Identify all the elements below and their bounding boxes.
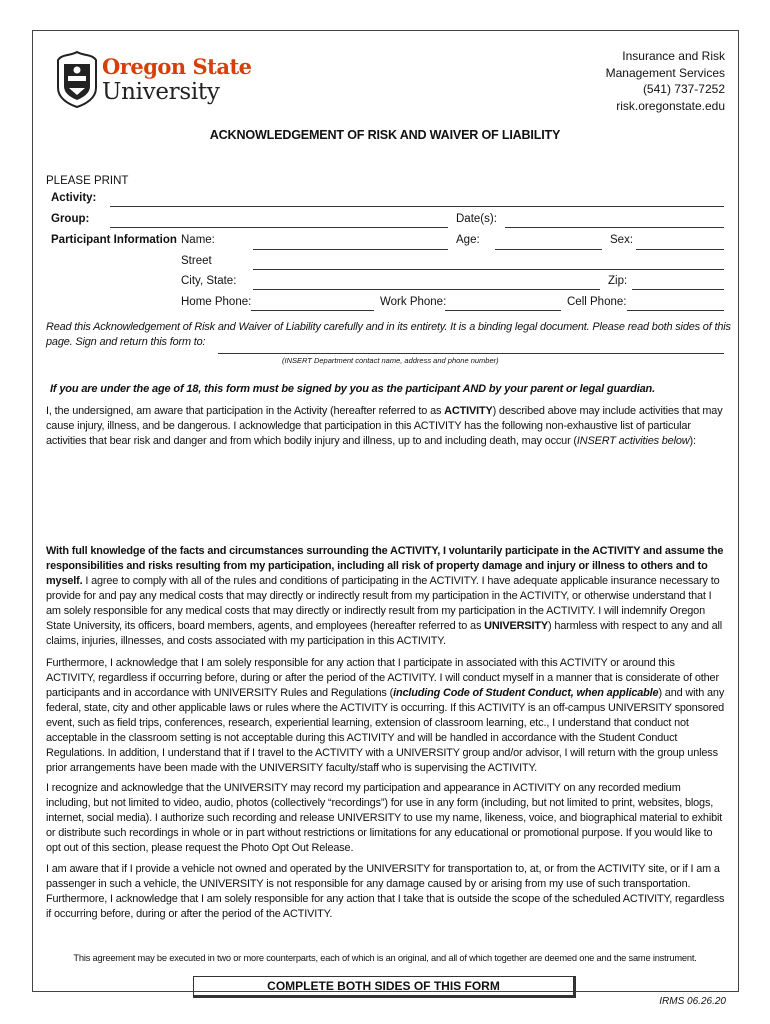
contact-block xyxy=(606,48,725,114)
name-field[interactable] xyxy=(253,249,448,250)
participant-info-label: Participant Information xyxy=(51,234,177,246)
p2-c: ) harmless with respect to any and all claims, injuries, illnesses, and costs associated with my participation in this ACTIVITY. xyxy=(46,620,723,647)
cell-phone-label: Cell Phone: xyxy=(567,296,627,308)
sex-label: Sex: xyxy=(610,234,634,246)
contact-website: risk.oregonstate.edu xyxy=(616,98,725,113)
dates-field[interactable] xyxy=(505,227,724,228)
activity-label: Activity: xyxy=(51,192,97,204)
logo-name-oregon-state: Oregon State xyxy=(102,54,252,79)
paragraph-recordings: I recognize and acknowledge that the UNIVERSITY may record my participation and appearance in ACTIVITY on any recorded medium including, but not limited to video, audio, photos (collectively “recordings”) for use in any form (including, but not limited to print, websites, blogs, internet, social media). I authorize such recording and release UNIVERSITY to use my name, likeness, voice, and biographical material to exhibit or distribute such recordings in whole or in part without restrictions or limitations for any educational or promotional purpose. If you would like to opt out of this section, please request the Photo Opt Out Release. xyxy=(46,782,723,854)
insert-dept-hint: (INSERT Department contact name, address and phone number) xyxy=(282,356,499,365)
cell-phone-field[interactable] xyxy=(627,310,724,311)
zip-field[interactable] xyxy=(632,289,724,290)
osu-logo xyxy=(56,50,252,110)
group-field[interactable] xyxy=(110,227,448,228)
paragraph-assume-risk xyxy=(46,544,726,649)
under-18-notice: If you are under the age of 18, this form must be signed by you as the participant AND by your parent or legal guardian. xyxy=(50,383,656,395)
please-print-label: PLEASE PRINT xyxy=(46,175,129,187)
osu-seal-icon xyxy=(56,50,98,108)
p2-a: I agree to comply with all of the rules and conditions of participating in the ACTIVITY. I have adequate applicable insurance necessary to provide for and pay any medical costs that may directly or indirectly result from my participation in the ACTIVITY, or otherwise understand that I am solely responsible for any medical costs that may directly or indirectly result from my participation in the ACTIVITY. I will indemnify Oregon State University, its officers, board members, agents, and employees (hereafter referred to as xyxy=(46,575,720,632)
complete-both-sides-banner: COMPLETE BOTH SIDES OF THIS FORM xyxy=(193,976,576,998)
p3-a: Furthermore, I acknowledge that I am solely responsible for any action that I participate in associated with this ACTIVITY or around this ACTIVITY, regardless if occurring before, during or after the period of the ACTIVITY. I will conduct myself in a manner that is considerate of other participants and in accordance with UNIVERSITY Rules and Regulations ( xyxy=(46,657,719,699)
p1-activity: ACTIVITY xyxy=(444,405,493,417)
contact-line: Management Services xyxy=(605,65,725,80)
dates-label: Date(s): xyxy=(456,213,497,225)
sex-field[interactable] xyxy=(636,249,724,250)
document-title: ACKNOWLEDGEMENT OF RISK AND WAIVER OF LIABILITY xyxy=(209,128,561,142)
p1-a: I, the undersigned, am aware that participation in the Activity (hereafter referred to as xyxy=(46,405,445,417)
p1-e: ): xyxy=(689,435,696,447)
p2-university: UNIVERSITY xyxy=(484,620,548,632)
activity-field[interactable] xyxy=(110,206,724,207)
return-to-field[interactable] xyxy=(218,353,724,354)
read-note-line1: Read this Acknowledgement of Risk and Waiver of Liability carefully and in its entirety. It is a binding legal document. Please read both sides of this xyxy=(46,321,731,333)
home-phone-field[interactable] xyxy=(251,310,374,311)
age-label: Age: xyxy=(456,234,480,246)
read-note-line2: page. Sign and return this form to: xyxy=(46,336,206,348)
p1-c: ) described above may include activities that may cause injury, illness, and be dangerous. I acknowledge that participation in this ACTIVITY has the following non-exhaustive list of particular activities that bear risk and danger and from which bodily injury and illness, up to and including death, may occur ( xyxy=(46,405,723,447)
name-label: Name: xyxy=(181,234,215,246)
form-revision: IRMS 06.26.20 xyxy=(659,996,726,1007)
age-field[interactable] xyxy=(495,249,602,250)
street-label: Street xyxy=(181,255,212,267)
group-label: Group: xyxy=(51,213,90,225)
city-state-label: City, State: xyxy=(181,275,237,287)
work-phone-label: Work Phone: xyxy=(380,296,447,308)
contact-line: Insurance and Risk xyxy=(622,49,725,63)
city-state-field[interactable] xyxy=(253,289,600,290)
logo-name-university: University xyxy=(102,79,220,105)
p3-c: ) and with any federal, state, city and other applicable laws or rules where the ACTIVITY is occurring. If this ACTIVITY is an off-campus UNIVERSITY sponsored event, such as field trips, conferences, research, experiential learning, extension of classroom learning, etc., I understand that conduct not acceptable in the classroom setting is not acceptable during this ACTIVITY and will be handled in accordance with the Student Conduct Regulations. In addition, I understand that if I travel to the ACTIVITY with a UNIVERSITY group and/or advisor, I will return with the group unless prior arrangements have been made with the UNIVERSITY faculty/staff who is supervising the ACTIVITY. xyxy=(46,687,725,774)
street-field[interactable] xyxy=(253,269,724,270)
paragraph-risk xyxy=(46,404,726,449)
contact-phone: (541) 737-7252 xyxy=(642,82,725,96)
home-phone-label: Home Phone: xyxy=(181,296,252,308)
p3-code: including Code of Student Conduct, when applicable xyxy=(393,687,659,699)
p1-insert: INSERT activities below xyxy=(576,435,690,447)
work-phone-field[interactable] xyxy=(445,310,561,311)
paragraph-vehicle: I am aware that if I provide a vehicle not owned and operated by the UNIVERSITY for transportation to, at, or from the ACTIVITY site, or if I am a passenger in such a vehicle, the UNIVERSITY is not responsible for any damage caused by or arising from my use of such transportation. Furthermore, I acknowledge that I am solely responsible for any action that I take that is outside the scope of the scheduled ACTIVITY, regardless if occurring before, during or after the period of the ACTIVITY. xyxy=(46,863,725,920)
counterparts-note: This agreement may be executed in two or more counterparts, each of which is an original, and all of which together are deemed one and the same instrument. xyxy=(73,953,697,963)
p2-bold: With full knowledge of the facts and circumstances surrounding the ACTIVITY, I voluntarily participate in the ACTIVITY and assume the responsibilities and risks resulting from my participation, including all risk of property damage and injury or illness to others and to myself. xyxy=(46,545,724,587)
zip-label: Zip: xyxy=(608,275,628,287)
paragraph-conduct xyxy=(46,656,726,776)
